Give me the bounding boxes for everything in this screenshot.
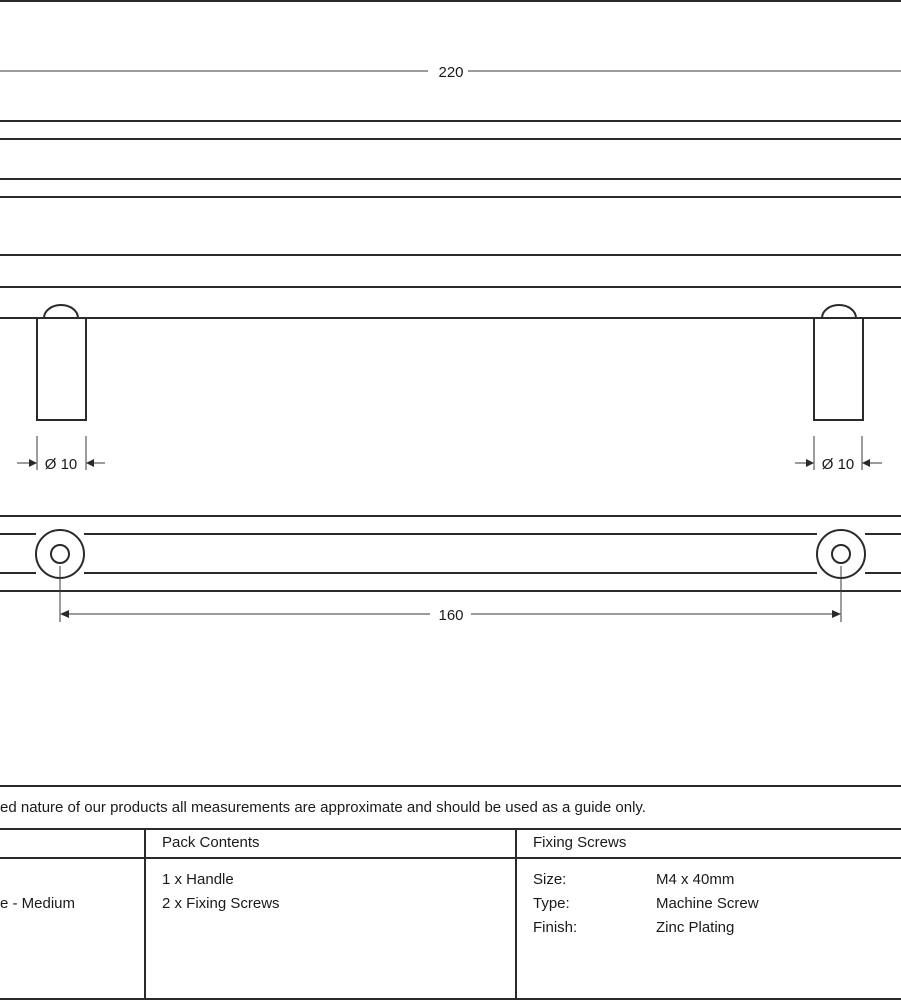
spec-table-top-border xyxy=(0,828,901,830)
left-dia-arrowhead-left xyxy=(29,459,37,467)
pack-contents-line-2: 2 x Fixing Screws xyxy=(162,895,280,912)
pack-contents-line-1: 1 x Handle xyxy=(162,871,234,888)
pack-contents-header: Pack Contents xyxy=(162,834,260,851)
left-leg xyxy=(37,318,86,420)
spec-table-bottom-border xyxy=(0,998,901,1000)
fixing-type-label: Type: xyxy=(533,895,570,912)
right-diameter-label: Ø 10 xyxy=(821,456,855,473)
left-fixing-hole xyxy=(51,545,69,563)
fixing-screws-header: Fixing Screws xyxy=(533,834,627,851)
overall-length-label: 220 xyxy=(438,64,464,81)
centres-arrowhead-left xyxy=(60,610,69,618)
fixing-finish-value: Zinc Plating xyxy=(656,919,735,936)
centres-label: 160 xyxy=(438,607,464,624)
centres-arrowhead-right xyxy=(832,610,841,618)
spec-table-col-divider-2 xyxy=(515,828,517,1000)
disclaimer-text: ed nature of our products all measurements are approximate and should be used as a guide only. xyxy=(0,799,646,816)
right-fixing-hole xyxy=(832,545,850,563)
right-dia-arrowhead-left xyxy=(806,459,814,467)
left-diameter-label: Ø 10 xyxy=(44,456,78,473)
spec-table-col-divider-1 xyxy=(144,828,146,1000)
right-dia-arrowhead-right xyxy=(862,459,870,467)
fixing-finish-label: Finish: xyxy=(533,919,578,936)
right-leg xyxy=(814,318,863,420)
fixing-size-value: M4 x 40mm xyxy=(656,871,735,888)
fixing-type-value: Machine Screw xyxy=(656,895,759,912)
col1-line-1: e - Medium xyxy=(0,895,76,912)
spec-table-header-divider xyxy=(0,857,901,859)
left-dia-arrowhead-right xyxy=(86,459,94,467)
bar-underside-profile xyxy=(0,305,901,318)
fixing-size-label: Size: xyxy=(533,871,567,888)
